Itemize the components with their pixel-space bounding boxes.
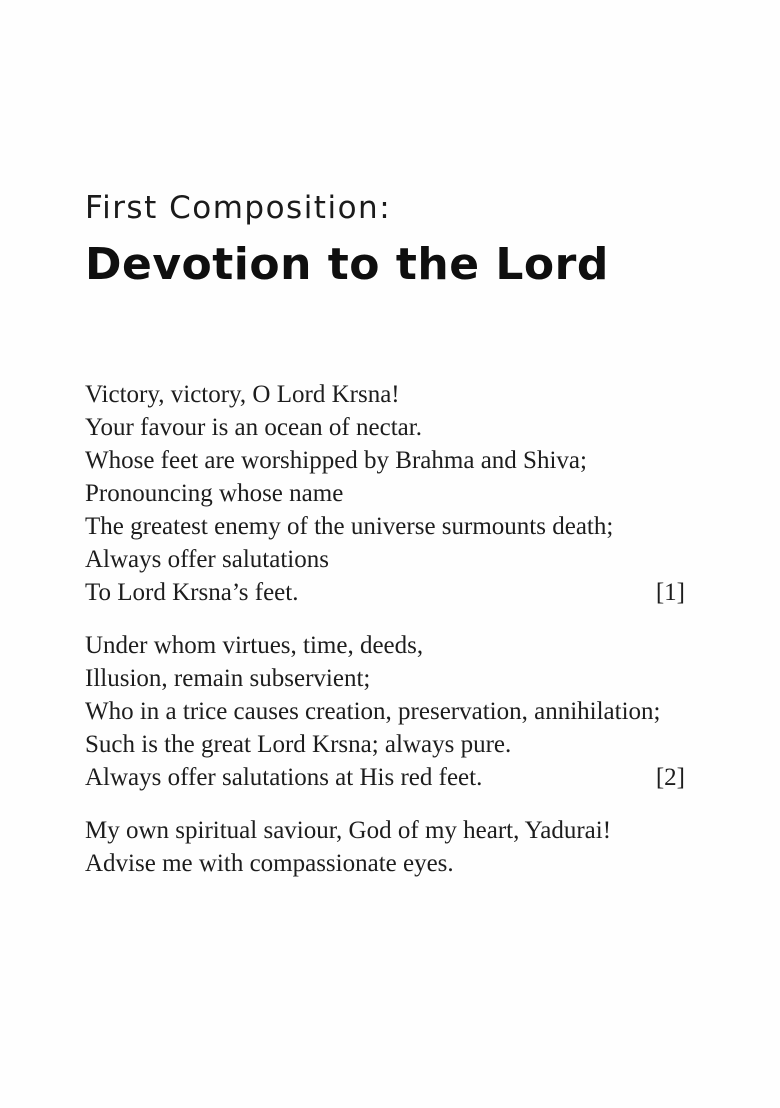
poem-line: [85, 543, 685, 576]
stanza: [85, 629, 685, 794]
poem-line-text: To Lord Krsna’s feet.: [85, 578, 299, 606]
poem-line-text: Whose feet are worshipped by Brahma and Shiva;: [85, 446, 587, 474]
poem-line: [85, 629, 685, 662]
poem-line-text: Always offer salutations at His red feet.: [85, 763, 483, 791]
verse-number: [2]: [655, 763, 685, 791]
stanza: [85, 378, 685, 609]
poem-line-text: Such is the great Lord Krsna; always pure.: [85, 730, 512, 758]
poem-line: [85, 378, 685, 411]
poem-line-text: Always offer salutations: [85, 545, 329, 573]
poem-line-text: Illusion, remain subservient;: [85, 664, 371, 692]
section-label: First Composition:: [85, 190, 392, 226]
poem-line: [85, 477, 685, 510]
poem-line-text: My own spiritual saviour, God of my heart, Yadurai!: [85, 816, 612, 844]
poem-line-text: Advise me with compassionate eyes.: [85, 849, 454, 877]
poem-line-text: Victory, victory, O Lord Krsna!: [85, 380, 400, 408]
poem-line: [85, 662, 685, 695]
poem-line: [85, 444, 685, 477]
poem-line: [85, 728, 685, 761]
stanza: [85, 814, 685, 880]
poem-line: [85, 411, 685, 444]
poem: [85, 378, 685, 880]
poem-line: [85, 695, 685, 728]
verse-number: [1]: [655, 578, 685, 606]
page-title: Devotion to the Lord: [85, 239, 609, 291]
poem-line-text: The greatest enemy of the universe surmounts death;: [85, 512, 614, 540]
poem-line-text: Pronouncing whose name: [85, 479, 344, 507]
poem-line: [85, 510, 685, 543]
poem-line: [85, 576, 685, 609]
poem-line-text: Your favour is an ocean of nectar.: [85, 413, 422, 441]
poem-line: [85, 814, 685, 847]
poem-line-text: Who in a trice causes creation, preservation, annihilation;: [85, 697, 661, 725]
poem-line-text: Under whom virtues, time, deeds,: [85, 631, 424, 659]
poem-line: [85, 847, 685, 880]
poem-line: [85, 761, 685, 794]
page-header: [85, 190, 695, 290]
